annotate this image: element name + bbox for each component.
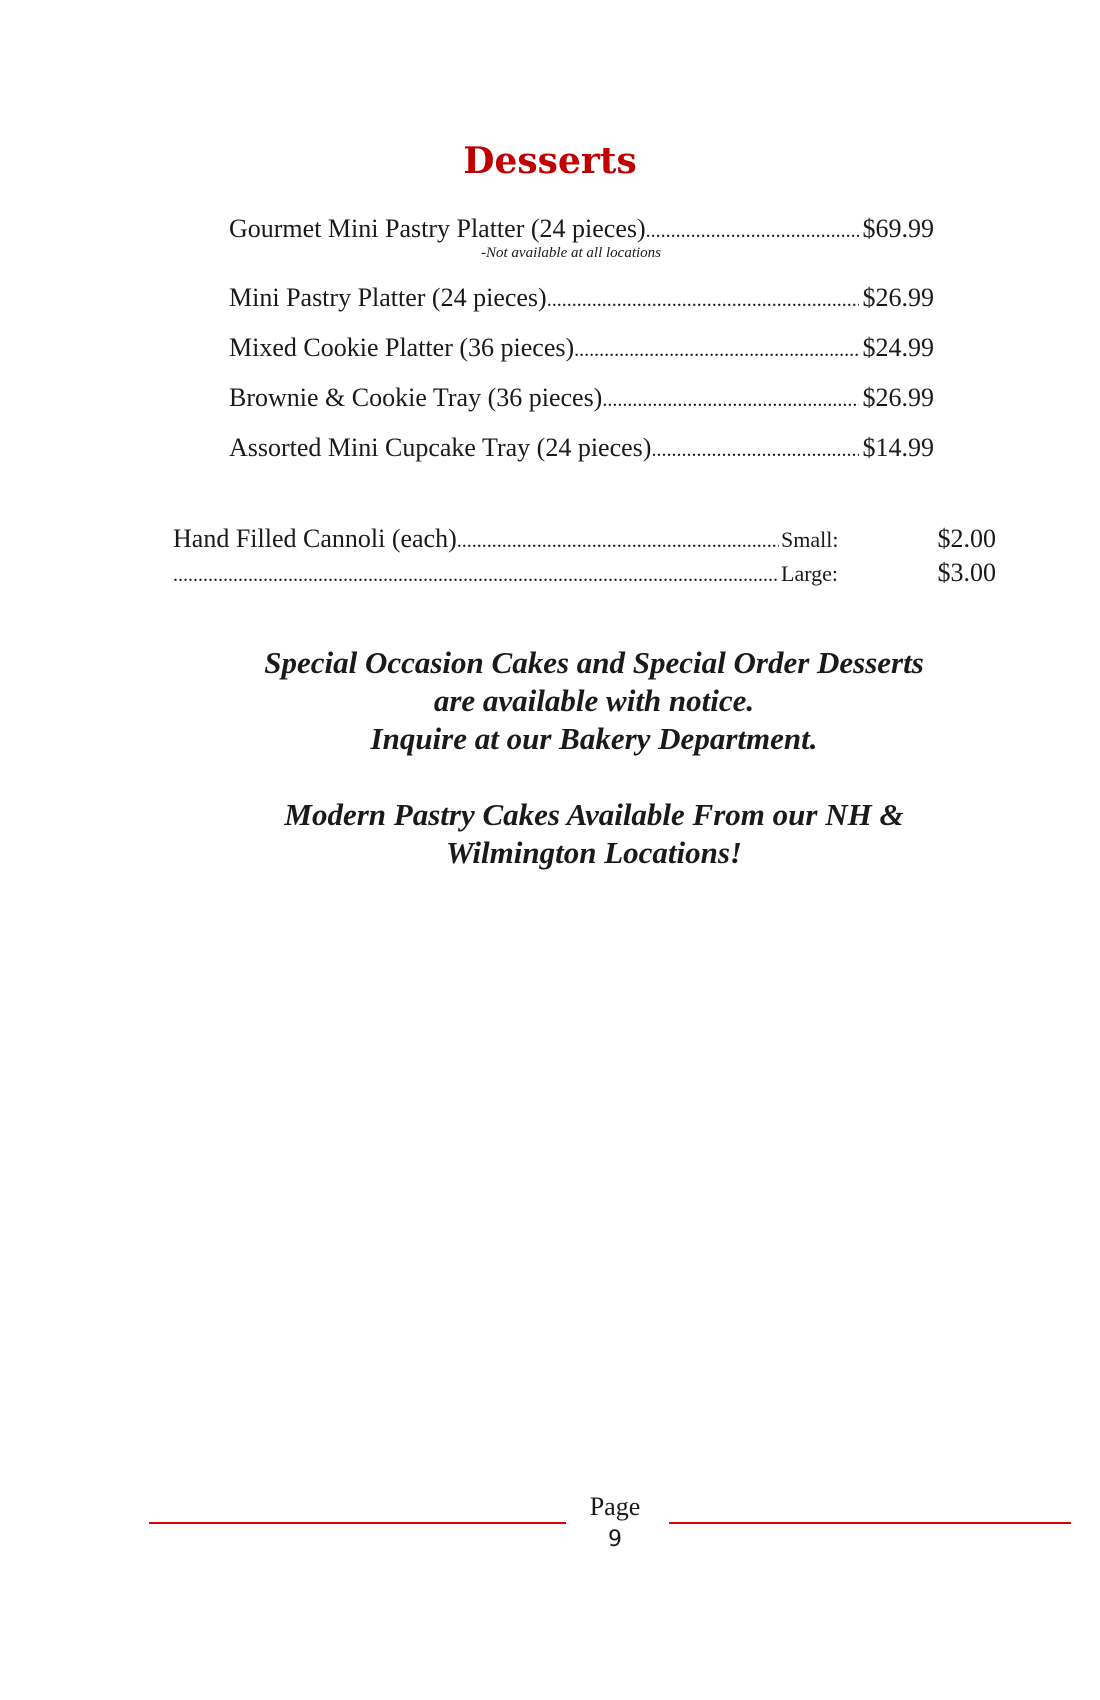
notice-line: Modern Pastry Cakes Available From our NH & — [284, 797, 904, 832]
size-label-small: Small: — [781, 527, 839, 552]
menu-item — [229, 431, 934, 467]
item-price: $24.99 — [862, 333, 934, 362]
dot-leader — [646, 214, 859, 248]
page-label: Page — [589, 1492, 641, 1521]
item-price: $26.99 — [862, 283, 934, 312]
menu-item — [229, 212, 934, 248]
menu-item — [229, 331, 934, 367]
dot-leader — [574, 333, 858, 367]
dot-leader — [457, 525, 779, 557]
special-order-notice — [0, 644, 1100, 872]
notice-line: Wilmington Locations! — [446, 835, 742, 870]
section-title: Desserts — [463, 140, 637, 182]
notice-line: Inquire at our Bakery Department. — [370, 721, 818, 756]
item-name: Mixed Cookie Platter (36 pieces) — [229, 333, 575, 362]
notice-line: are available with notice. — [433, 683, 755, 718]
dot-leader — [547, 283, 859, 317]
cannoli-large-row — [173, 557, 996, 591]
price-large: $3.00 — [937, 558, 996, 587]
size-label-large: Large: — [781, 561, 839, 586]
notice-line: Special Occasion Cakes and Special Order Desserts — [264, 645, 924, 680]
footer-rule-right — [669, 1522, 1071, 1524]
price-small: $2.00 — [937, 524, 996, 553]
item-name: Assorted Mini Cupcake Tray (24 pieces) — [229, 433, 652, 462]
cannoli-pricing — [173, 523, 996, 591]
dot-leader — [173, 559, 779, 591]
item-name: Mini Pastry Platter (24 pieces) — [229, 283, 547, 312]
footer-rule-left — [149, 1522, 566, 1524]
menu-item — [229, 281, 934, 317]
menu-item — [229, 381, 934, 417]
item-name: Gourmet Mini Pastry Platter (24 pieces) — [229, 214, 646, 243]
page-number: 9 — [608, 1527, 622, 1552]
dot-leader — [651, 433, 858, 467]
item-price: $69.99 — [862, 214, 934, 243]
item-note: -Not available at all locations — [481, 245, 661, 261]
dessert-list — [229, 212, 934, 467]
dot-leader — [602, 383, 858, 417]
item-price: $14.99 — [862, 433, 934, 462]
cannoli-small-row — [173, 523, 996, 557]
cannoli-name: Hand Filled Cannoli (each) — [173, 524, 457, 553]
item-price: $26.99 — [862, 383, 934, 412]
item-name: Brownie & Cookie Tray (36 pieces) — [229, 383, 603, 412]
